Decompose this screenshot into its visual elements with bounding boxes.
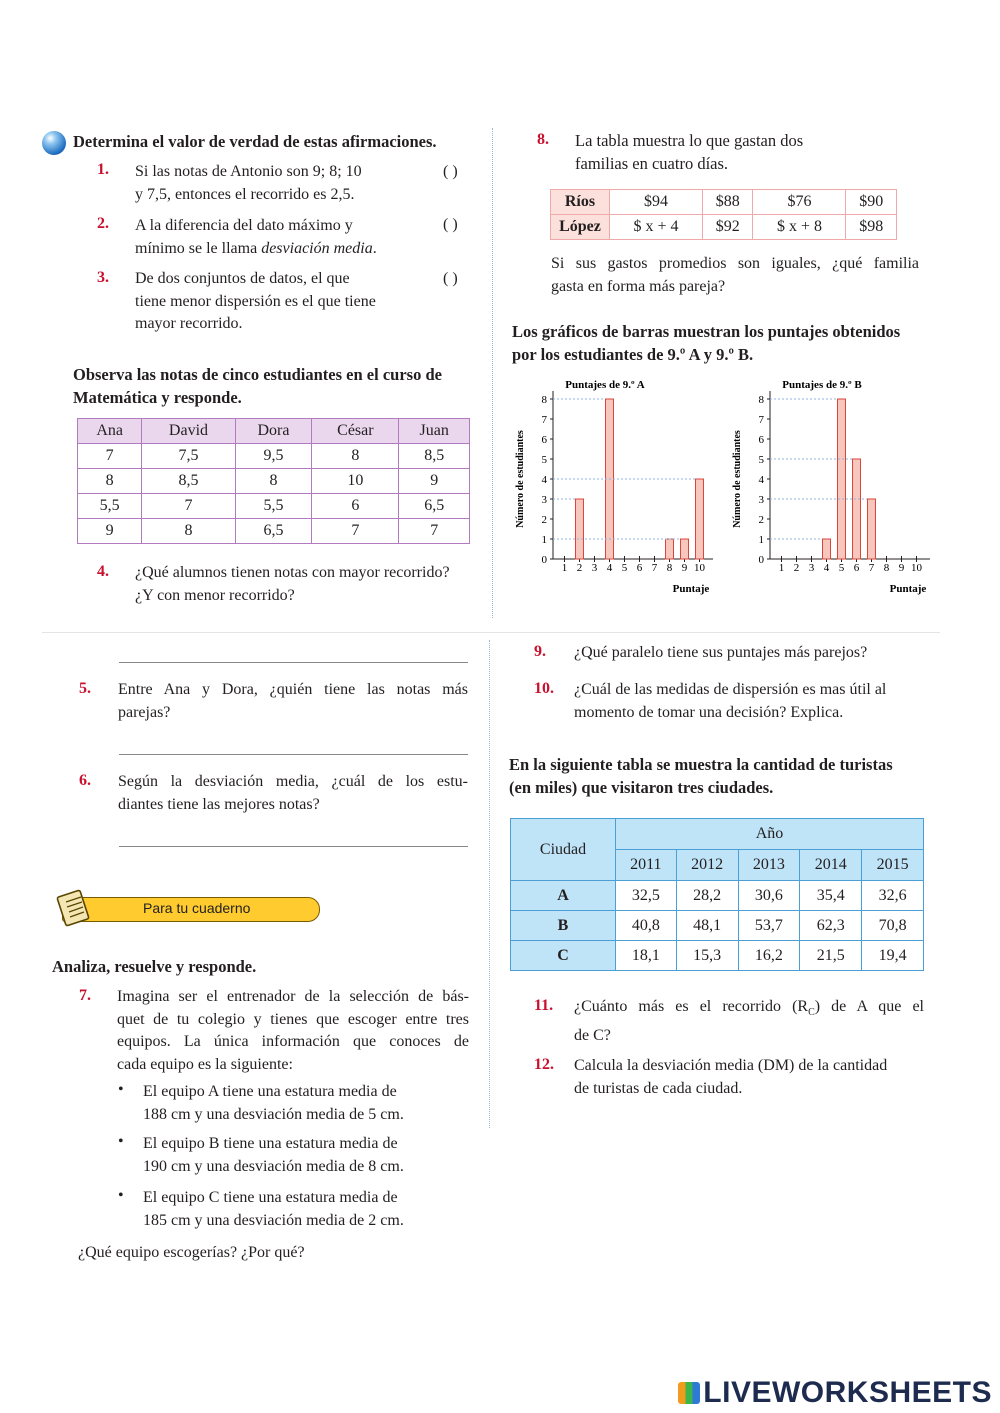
item3-answer-box[interactable]: ( ) (443, 270, 458, 287)
bar (853, 459, 861, 559)
bar-chart-9a (505, 372, 720, 604)
table-header-row (78, 419, 470, 444)
q10-number: 10. (534, 680, 554, 697)
y-tick-label: 5 (541, 454, 547, 466)
x-tick-label: 6 (636, 562, 643, 574)
bar (576, 499, 584, 559)
table-header: Ana (78, 419, 142, 444)
q11-number: 11. (534, 997, 554, 1014)
y-tick-label: 1 (541, 534, 547, 546)
y-axis-label: Número de estudiantes (732, 430, 743, 528)
item1-number: 1. (97, 161, 109, 178)
charts-intro: Los gráficos de barras muestran los puntajes obtenidos por los estudiantes de 9.º A y 9.º B. (512, 322, 901, 364)
col-city-header: Ciudad (511, 819, 616, 881)
y-tick-label: 7 (541, 414, 547, 426)
table-row: B 40,8 48,1 53,7 62,3 70,8 (511, 911, 924, 941)
x-tick-label: 9 (681, 562, 688, 574)
x-tick-label: 9 (898, 562, 905, 574)
bar-chart-9b (722, 372, 937, 604)
y-tick-label: 3 (758, 494, 764, 506)
q4-number: 4. (97, 563, 109, 580)
q6-number: 6. (79, 772, 91, 789)
answer-line-q6[interactable] (119, 846, 468, 847)
bullet-icon: • (118, 1187, 124, 1204)
table-header: César (312, 419, 399, 444)
y-tick-label: 3 (541, 494, 547, 506)
table-header: David (142, 419, 235, 444)
y-tick-label: 6 (541, 434, 547, 446)
blue-ball-icon (42, 131, 66, 155)
notas-table (77, 418, 470, 544)
y-tick-label: 6 (758, 434, 764, 446)
x-tick-label: 10 (911, 562, 922, 574)
x-tick-label: 1 (778, 562, 785, 574)
bar (838, 399, 846, 559)
tourism-intro: En la siguiente tabla se muestra la cantidad de turistas (en miles) que visitaron tres ciudades. (509, 755, 893, 797)
q4-text: ¿Qué alumnos tienen notas con mayor recorrido? ¿Y con menor recorrido? (135, 564, 450, 604)
table-header: Dora (235, 419, 312, 444)
q12-number: 12. (534, 1056, 554, 1073)
q9-text: ¿Qué paralelo tiene sus puntajes más parejos? (574, 644, 868, 661)
x-tick-label: 2 (793, 562, 800, 574)
q7-closing: ¿Qué equipo escogerías? ¿Por qué? (78, 1244, 305, 1261)
q5-number: 5. (79, 680, 91, 697)
q8-number: 8. (537, 131, 549, 148)
bar (868, 499, 876, 559)
x-tick-label: 7 (651, 562, 658, 574)
y-axis-label: Número de estudiantes (515, 430, 526, 528)
bar (681, 539, 689, 559)
q7-bullet-c: El equipo C tiene una estatura media de 185 cm y una desviación media de 2 cm. (143, 1189, 404, 1229)
tourism-table (510, 818, 924, 971)
x-tick-label: 8 (883, 562, 890, 574)
y-tick-label: 0 (758, 554, 764, 566)
x-tick-label: 3 (808, 562, 815, 574)
table-row: A 32,5 28,2 30,6 35,4 32,6 (511, 881, 924, 911)
bar (666, 539, 674, 559)
x-tick-label: 8 (666, 562, 673, 574)
bullet-icon: • (118, 1081, 124, 1098)
y-tick-label: 0 (541, 554, 547, 566)
item3-number: 3. (97, 269, 109, 286)
table-row: 5,5 7 5,5 6 6,5 (78, 494, 470, 519)
year-header: 2013 (738, 850, 800, 881)
x-tick-label: 1 (561, 562, 568, 574)
q8-text: La tabla muestra lo que gastan dos familias en cuatro días. (575, 131, 804, 173)
y-tick-label: 5 (758, 454, 764, 466)
q8-followup: Si sus gastos promedios son iguales, ¿qué familia gasta en forma más pareja? (551, 255, 919, 295)
banner-label: Para tu cuaderno (143, 900, 251, 916)
year-header: 2014 (800, 850, 862, 881)
year-header: 2012 (676, 850, 738, 881)
table-row: López $ x + 4 $92 $ x + 8 $98 (551, 215, 897, 240)
x-axis-label: Puntaje (672, 583, 710, 595)
column-separator-bottom (489, 640, 490, 1128)
table-header: Juan (399, 419, 470, 444)
y-tick-label: 2 (758, 514, 764, 526)
section1-heading: Determina el valor de verdad de estas afirmaciones. (73, 132, 437, 151)
answer-line-q4[interactable] (119, 662, 468, 663)
col-year-header: Año (616, 819, 924, 850)
section-separator (42, 632, 940, 633)
item1-text: Si las notas de Antonio son 9; 8; 10 y 7,5, entonces el recorrido es 2,5. (135, 163, 362, 203)
table-row: 7 7,5 9,5 8 8,5 (78, 444, 470, 469)
bar (696, 479, 704, 559)
year-header: 2015 (862, 850, 924, 881)
item2-number: 2. (97, 215, 109, 232)
table-row: 9 8 6,5 7 7 (78, 519, 470, 544)
x-tick-label: 3 (591, 562, 598, 574)
x-tick-label: 5 (838, 562, 845, 574)
x-tick-label: 4 (823, 562, 830, 574)
x-tick-label: 7 (868, 562, 875, 574)
chart-title: Puntajes de 9.º B (782, 379, 862, 391)
answer-line-q5[interactable] (119, 754, 468, 755)
table-row: C 18,1 15,3 16,2 21,5 19,4 (511, 941, 924, 971)
x-axis-label: Puntaje (889, 583, 927, 595)
section2-heading: Observa las notas de cinco estudiantes en el curso de Matemática y responde. (73, 365, 442, 407)
liveworksheets-logo: LIVEWORKSHEETS (678, 1376, 992, 1410)
y-tick-label: 8 (758, 394, 764, 406)
q6-text: Según la desviación media, ¿cuál de los estu- diantes tiene las mejores notas? (118, 773, 468, 813)
table-row: 8 8,5 8 10 9 (78, 469, 470, 494)
notebook-icon (55, 888, 95, 928)
item2-answer-box[interactable]: ( ) (443, 216, 458, 233)
bullet-icon: • (118, 1133, 124, 1150)
y-tick-label: 4 (758, 474, 764, 486)
y-tick-label: 1 (758, 534, 764, 546)
section3-heading: Analiza, resuelve y responde. (52, 957, 257, 976)
column-separator-top (492, 128, 493, 618)
x-tick-label: 6 (853, 562, 860, 574)
bar (823, 539, 831, 559)
chart-title: Puntajes de 9.º A (565, 379, 645, 391)
q5-text: Entre Ana y Dora, ¿quién tiene las notas más parejas? (118, 681, 468, 721)
q7-bullet-b: El equipo B tiene una estatura media de 190 cm y una desviación media de 8 cm. (143, 1135, 404, 1175)
q10-text: ¿Cuál de las medidas de dispersión es mas útil al momento de tomar una decisión? Explica. (574, 681, 887, 721)
y-tick-label: 8 (541, 394, 547, 406)
y-tick-label: 7 (758, 414, 764, 426)
q11-text: ¿Cuánto más es el recorrido $(R_C)$ de A que el de C? (574, 998, 924, 1044)
table-header-row (511, 819, 924, 850)
x-tick-label: 4 (606, 562, 613, 574)
q9-number: 9. (534, 643, 546, 660)
item2-text: A la diferencia del dato máximo y mínimo se le llama desviación media. (135, 217, 377, 257)
q7-text: Imagina ser el entrenador de la selección de bás- quet de tu colegio y tienes que escoger entre tres equipos. La única información que conoces de cada equipo es la siguiente: (117, 988, 469, 1073)
x-tick-label: 5 (621, 562, 628, 574)
y-tick-label: 2 (541, 514, 547, 526)
x-tick-label: 10 (694, 562, 705, 574)
year-header: 2011 (616, 850, 677, 881)
q12-text: Calcula la desviación media (DM) de la cantidad de turistas de cada ciudad. (574, 1057, 888, 1097)
y-tick-label: 4 (541, 474, 547, 486)
table-row: Ríos $94 $88 $76 $90 (551, 190, 897, 215)
gastos-table (550, 189, 897, 240)
para-tu-cuaderno-banner (62, 897, 320, 922)
item3-text: De dos conjuntos de datos, el que tiene menor dispersión es el que tiene mayor recorrido. (135, 270, 376, 332)
logo-icon (678, 1382, 700, 1404)
q7-bullet-a: El equipo A tiene una estatura media de 188 cm y una desviación media de 5 cm. (143, 1083, 404, 1123)
x-tick-label: 2 (576, 562, 583, 574)
item1-answer-box[interactable]: ( ) (443, 163, 458, 180)
q7-number: 7. (79, 987, 91, 1004)
